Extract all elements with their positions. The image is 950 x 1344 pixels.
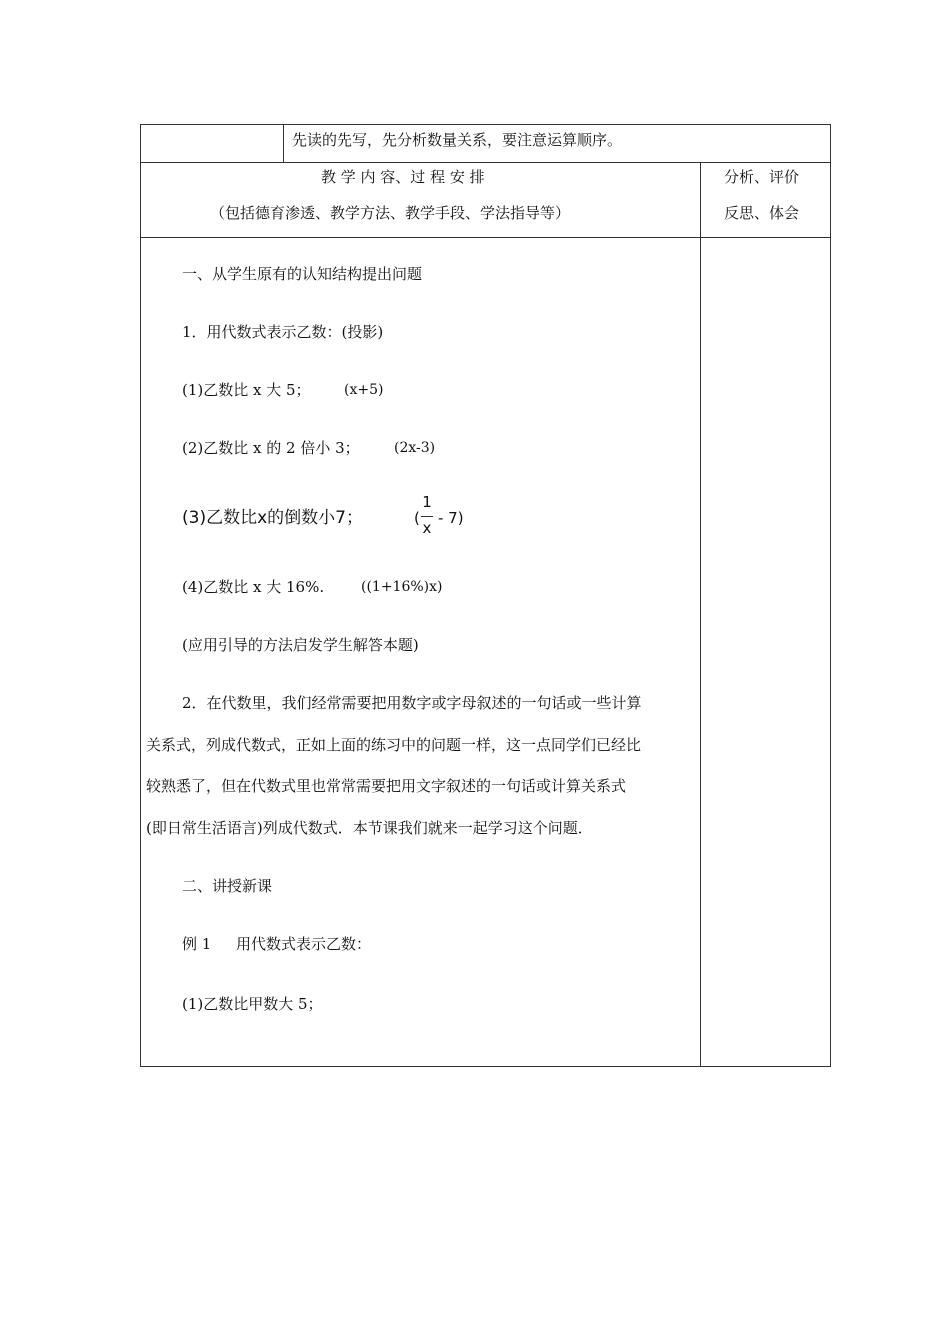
paragraph2-line3: 较熟悉了，但在代数式里也常常需要把用文字叙述的一句话或计算关系式 bbox=[146, 777, 627, 795]
paragraph2-line4: (即日常生活语言)列成代数式．本节课我们就来一起学习这个问题． bbox=[146, 819, 593, 837]
question-2: (2)乙数比 x 的 2 倍小 3； bbox=[182, 439, 360, 457]
question-1: (1)乙数比 x 大 5； bbox=[182, 381, 311, 399]
top-row-divider bbox=[283, 124, 284, 162]
answer-3-rest: - 7) bbox=[438, 509, 464, 527]
answer-1: (x+5) bbox=[344, 382, 384, 398]
fraction-denominator: x bbox=[422, 519, 432, 537]
table-row-divider-2 bbox=[140, 237, 831, 238]
side-header-line2: 反思、体会 bbox=[724, 204, 800, 222]
table-border-top bbox=[140, 124, 831, 125]
table-border-left bbox=[140, 124, 141, 1067]
side-header-line1: 分析、评价 bbox=[724, 168, 800, 186]
paragraph2-line1: 2．在代数里，我们经常需要把用数字或字母叙述的一句话或一些计算 bbox=[182, 694, 642, 712]
top-row-note: 先读的先写，先分析数量关系，要注意运算顺序。 bbox=[292, 131, 623, 149]
example-label: 例 1 bbox=[182, 935, 212, 953]
section2-heading: 二、讲授新课 bbox=[182, 877, 273, 895]
teaching-hint: (应用引导的方法启发学生解答本题) bbox=[182, 636, 419, 654]
table-border-bottom bbox=[140, 1066, 831, 1067]
question-4: (4)乙数比 x 大 16%. bbox=[182, 578, 325, 596]
question-3: (3)乙数比x的倒数小7； bbox=[182, 508, 363, 528]
fraction-bar bbox=[421, 516, 433, 517]
table-border-right bbox=[830, 124, 831, 1067]
item1-heading: 1．用代数式表示乙数：(投影) bbox=[182, 323, 384, 341]
header-subtitle: （包括德育渗透、教学方法、教学手段、学法指导等） bbox=[210, 204, 571, 222]
fraction-numerator: 1 bbox=[422, 493, 432, 511]
side-column-divider bbox=[700, 162, 701, 1067]
header-title: 教 学 内 容、过 程 安 排 bbox=[321, 168, 485, 186]
answer-3-fraction bbox=[421, 493, 435, 543]
answer-3-open-paren: ( bbox=[414, 509, 420, 527]
example-text: 用代数式表示乙数： bbox=[236, 935, 372, 953]
example-question-1: (1)乙数比甲数大 5； bbox=[182, 995, 323, 1013]
answer-4: ((1+16%)x) bbox=[361, 579, 443, 595]
table-row-divider-1 bbox=[140, 162, 831, 163]
section1-heading: 一、从学生原有的认知结构提出问题 bbox=[182, 265, 423, 283]
answer-2: (2x-3) bbox=[394, 440, 436, 456]
paragraph2-line2: 关系式，列成代数式，正如上面的练习中的问题一样，这一点同学们已经比 bbox=[146, 736, 642, 754]
